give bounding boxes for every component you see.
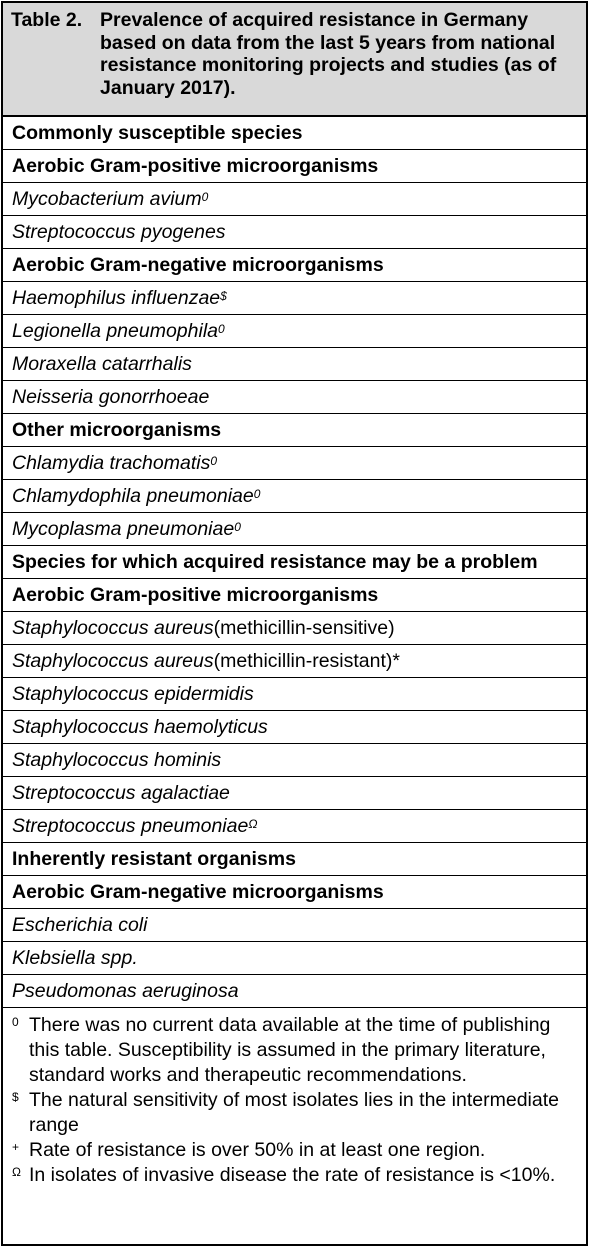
footnote	[12, 1088, 580, 1138]
footnote-mark: +	[12, 1140, 20, 1154]
species-name: Staphylococcus aureus	[12, 616, 214, 639]
footnote	[12, 1013, 580, 1088]
species-name: Mycoplasma pneumoniae	[12, 517, 235, 540]
section-heading-row: Aerobic Gram-positive microorganisms	[3, 150, 586, 183]
footnote-text: In isolates of invasive disease the rate of resistance is <10%.	[29, 1164, 556, 1186]
section-heading-row: Commonly susceptible species	[3, 117, 586, 150]
species-row	[3, 348, 586, 381]
species-name: Haemophilus influenzae	[12, 286, 221, 309]
species-row	[3, 975, 586, 1008]
species-row: Streptococcus pneumoniae $^\Omega$	[3, 810, 586, 843]
section-heading-row: Aerobic Gram-negative microorganisms	[3, 876, 586, 909]
species-row	[3, 777, 586, 810]
species-row	[3, 678, 586, 711]
species-row	[3, 942, 586, 975]
species-row	[3, 381, 586, 414]
table-label: Table 2.	[11, 9, 83, 31]
section-heading-row: Inherently resistant organisms	[3, 843, 586, 876]
species-row	[3, 711, 586, 744]
species-row: Chlamydophila pneumoniae $^0$	[3, 480, 586, 513]
section-heading-row: Aerobic Gram-negative microorganisms	[3, 249, 586, 282]
species-row: Chlamydia trachomatis $^0$	[3, 447, 586, 480]
species-name: Mycobacterium avium	[12, 187, 202, 210]
footnote-text: Rate of resistance is over 50% in at least one region.	[29, 1139, 486, 1161]
section-heading-row: Species for which acquired resistance may be a problem	[3, 546, 586, 579]
species-row: Mycoplasma pneumoniae $^0$	[3, 513, 586, 546]
species-name: Neisseria gonorrhoeae	[12, 385, 210, 408]
species-name: Escherichia coli	[12, 913, 148, 936]
species-name: Chlamydophila pneumoniae	[12, 484, 254, 507]
species-name: Staphylococcus hominis	[12, 748, 222, 771]
species-qualifier: (methicillin-resistant)*	[213, 649, 400, 672]
species-name: Streptococcus pneumoniae	[12, 814, 249, 837]
footnote-text: There was no current data available at the time of publishing this table. Susceptibility is assumed in the primary literature, standard works and therapeutic recommendations.	[29, 1014, 551, 1086]
species-name: Staphylococcus aureus	[12, 649, 214, 672]
section-heading-row: Aerobic Gram-positive microorganisms	[3, 579, 586, 612]
species-row	[3, 216, 586, 249]
species-row: Legionella pneumophila $^0$	[3, 315, 586, 348]
resistance-table	[1, 1, 588, 1246]
species-name: Klebsiella spp.	[12, 946, 138, 969]
species-name: Legionella pneumophila	[12, 319, 218, 342]
species-row	[3, 612, 586, 645]
species-name: Staphylococcus epidermidis	[12, 682, 254, 705]
species-name: Pseudomonas aeruginosa	[12, 979, 239, 1002]
species-name: Moraxella catarrhalis	[12, 352, 192, 375]
species-row: Mycobacterium avium $^0$	[3, 183, 586, 216]
species-name: Streptococcus pyogenes	[12, 220, 226, 243]
table-caption	[3, 3, 586, 117]
table-footnotes	[3, 1008, 586, 1188]
footnote-mark: $	[12, 1090, 19, 1104]
species-qualifier: (methicillin-sensitive)	[213, 616, 395, 639]
species-name: Staphylococcus haemolyticus	[12, 715, 268, 738]
species-name: Chlamydia trachomatis	[12, 451, 211, 474]
section-heading-row: Other microorganisms	[3, 414, 586, 447]
table-body	[3, 117, 586, 1008]
footnote-text: The natural sensitivity of most isolates lies in the intermediate range	[29, 1089, 559, 1136]
species-row	[3, 645, 586, 678]
species-row	[3, 744, 586, 777]
species-row	[3, 909, 586, 942]
footnote-mark: Ω	[12, 1165, 21, 1179]
table-title: Prevalence of acquired resistance in Germany based on data from the last 5 years from national resistance monitoring projects and studies (as of January 2017).	[100, 9, 557, 99]
species-name: Streptococcus agalactiae	[12, 781, 230, 804]
footnote	[12, 1163, 580, 1188]
footnote-mark: 0	[12, 1015, 19, 1029]
footnote	[12, 1138, 580, 1163]
species-row: Haemophilus influenzae $	[3, 282, 586, 315]
